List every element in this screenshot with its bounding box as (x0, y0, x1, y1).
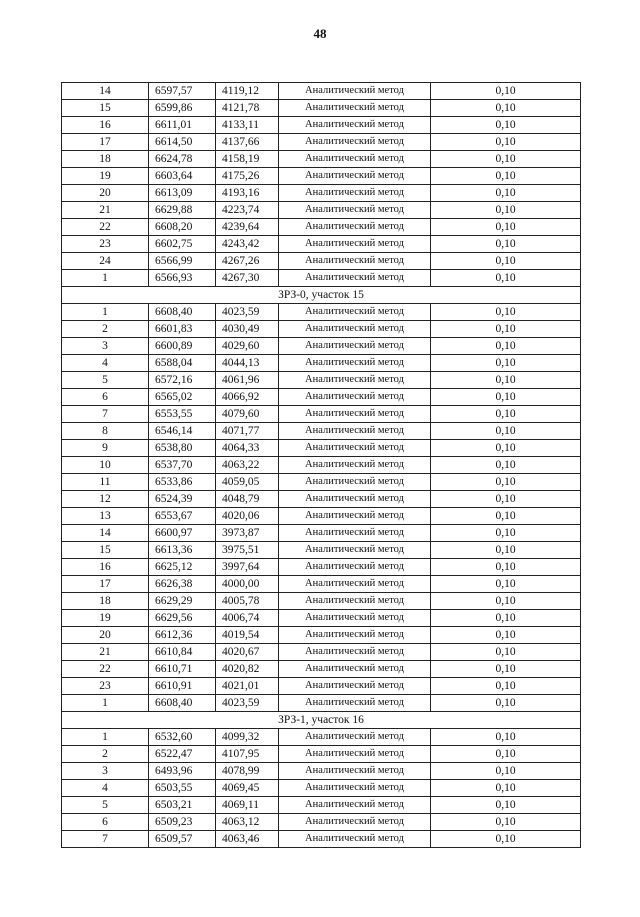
x-coordinate-cell: 6614,50 (149, 134, 216, 151)
accuracy-cell: 0,10 (431, 372, 581, 389)
y-coordinate-cell: 4063,46 (216, 831, 279, 848)
method-cell: Аналитический метод (279, 202, 431, 219)
method-cell: Аналитический метод (279, 780, 431, 797)
method-cell: Аналитический метод (279, 491, 431, 508)
point-number-cell: 24 (62, 253, 149, 270)
method-cell: Аналитический метод (279, 678, 431, 695)
point-number-cell: 15 (62, 100, 149, 117)
point-number-cell: 6 (62, 389, 149, 406)
x-coordinate-cell: 6613,09 (149, 185, 216, 202)
y-coordinate-cell: 4048,79 (216, 491, 279, 508)
x-coordinate-cell: 6613,36 (149, 542, 216, 559)
section-header-row (62, 287, 581, 304)
accuracy-cell: 0,10 (431, 83, 581, 100)
table-row (62, 661, 581, 678)
y-coordinate-cell: 4005,78 (216, 593, 279, 610)
x-coordinate-cell: 6602,75 (149, 236, 216, 253)
point-number-cell: 11 (62, 474, 149, 491)
accuracy-cell: 0,10 (431, 440, 581, 457)
y-coordinate-cell: 4063,12 (216, 814, 279, 831)
table-row (62, 389, 581, 406)
accuracy-cell: 0,10 (431, 508, 581, 525)
method-cell: Аналитический метод (279, 457, 431, 474)
x-coordinate-cell: 6566,99 (149, 253, 216, 270)
y-coordinate-cell: 3997,64 (216, 559, 279, 576)
point-number-cell: 4 (62, 780, 149, 797)
x-coordinate-cell: 6603,64 (149, 168, 216, 185)
table-row (62, 695, 581, 712)
table-row (62, 321, 581, 338)
y-coordinate-cell: 4020,67 (216, 644, 279, 661)
table-row (62, 559, 581, 576)
y-coordinate-cell: 3973,87 (216, 525, 279, 542)
x-coordinate-cell: 6493,96 (149, 763, 216, 780)
accuracy-cell: 0,10 (431, 542, 581, 559)
method-cell: Аналитический метод (279, 559, 431, 576)
point-number-cell: 20 (62, 185, 149, 202)
point-number-cell: 2 (62, 746, 149, 763)
point-number-cell: 18 (62, 593, 149, 610)
table-row (62, 304, 581, 321)
method-cell: Аналитический метод (279, 797, 431, 814)
method-cell: Аналитический метод (279, 508, 431, 525)
point-number-cell: 6 (62, 814, 149, 831)
point-number-cell: 21 (62, 644, 149, 661)
method-cell: Аналитический метод (279, 117, 431, 134)
table-row (62, 236, 581, 253)
accuracy-cell: 0,10 (431, 270, 581, 287)
x-coordinate-cell: 6608,40 (149, 304, 216, 321)
accuracy-cell: 0,10 (431, 627, 581, 644)
point-number-cell: 5 (62, 372, 149, 389)
x-coordinate-cell: 6597,57 (149, 83, 216, 100)
y-coordinate-cell: 4267,26 (216, 253, 279, 270)
accuracy-cell: 0,10 (431, 593, 581, 610)
table-row (62, 831, 581, 848)
method-cell: Аналитический метод (279, 134, 431, 151)
accuracy-cell: 0,10 (431, 610, 581, 627)
point-number-cell: 14 (62, 83, 149, 100)
accuracy-cell: 0,10 (431, 406, 581, 423)
method-cell: Аналитический метод (279, 695, 431, 712)
accuracy-cell: 0,10 (431, 100, 581, 117)
y-coordinate-cell: 4119,12 (216, 83, 279, 100)
y-coordinate-cell: 4121,78 (216, 100, 279, 117)
table-row (62, 491, 581, 508)
y-coordinate-cell: 4107,95 (216, 746, 279, 763)
table-row (62, 185, 581, 202)
page-number: 48 (313, 26, 327, 41)
method-cell: Аналитический метод (279, 627, 431, 644)
x-coordinate-cell: 6532,60 (149, 729, 216, 746)
x-coordinate-cell: 6588,04 (149, 355, 216, 372)
table-row (62, 355, 581, 372)
point-number-cell: 1 (62, 729, 149, 746)
point-number-cell: 15 (62, 542, 149, 559)
method-cell: Аналитический метод (279, 236, 431, 253)
y-coordinate-cell: 4071,77 (216, 423, 279, 440)
table-row (62, 508, 581, 525)
method-cell: Аналитический метод (279, 321, 431, 338)
method-cell: Аналитический метод (279, 746, 431, 763)
y-coordinate-cell: 4099,32 (216, 729, 279, 746)
accuracy-cell: 0,10 (431, 389, 581, 406)
accuracy-cell: 0,10 (431, 797, 581, 814)
table-row (62, 729, 581, 746)
point-number-cell: 5 (62, 797, 149, 814)
point-number-cell: 17 (62, 576, 149, 593)
table-row (62, 610, 581, 627)
accuracy-cell: 0,10 (431, 219, 581, 236)
table-row (62, 440, 581, 457)
accuracy-cell: 0,10 (431, 321, 581, 338)
x-coordinate-cell: 6626,38 (149, 576, 216, 593)
x-coordinate-cell: 6503,55 (149, 780, 216, 797)
table-row (62, 83, 581, 100)
accuracy-cell: 0,10 (431, 168, 581, 185)
table-row (62, 763, 581, 780)
y-coordinate-cell: 4078,99 (216, 763, 279, 780)
x-coordinate-cell: 6566,93 (149, 270, 216, 287)
accuracy-cell: 0,10 (431, 304, 581, 321)
table-row (62, 151, 581, 168)
y-coordinate-cell: 4029,60 (216, 338, 279, 355)
method-cell: Аналитический метод (279, 729, 431, 746)
method-cell: Аналитический метод (279, 304, 431, 321)
point-number-cell: 13 (62, 508, 149, 525)
method-cell: Аналитический метод (279, 372, 431, 389)
point-number-cell: 12 (62, 491, 149, 508)
x-coordinate-cell: 6624,78 (149, 151, 216, 168)
x-coordinate-cell: 6612,36 (149, 627, 216, 644)
x-coordinate-cell: 6601,83 (149, 321, 216, 338)
method-cell: Аналитический метод (279, 168, 431, 185)
y-coordinate-cell: 4069,45 (216, 780, 279, 797)
section-title: ЗРЗ-1, участок 16 (62, 712, 581, 729)
table-row (62, 474, 581, 491)
x-coordinate-cell: 6629,29 (149, 593, 216, 610)
x-coordinate-cell: 6546,14 (149, 423, 216, 440)
x-coordinate-cell: 6509,57 (149, 831, 216, 848)
y-coordinate-cell: 4019,54 (216, 627, 279, 644)
method-cell: Аналитический метод (279, 185, 431, 202)
method-cell: Аналитический метод (279, 576, 431, 593)
point-number-cell: 1 (62, 695, 149, 712)
table-row (62, 134, 581, 151)
point-number-cell: 23 (62, 678, 149, 695)
x-coordinate-cell: 6608,40 (149, 695, 216, 712)
x-coordinate-cell: 6629,88 (149, 202, 216, 219)
point-number-cell: 22 (62, 219, 149, 236)
y-coordinate-cell: 4079,60 (216, 406, 279, 423)
table-row (62, 372, 581, 389)
x-coordinate-cell: 6522,47 (149, 746, 216, 763)
table-row (62, 168, 581, 185)
point-number-cell: 16 (62, 559, 149, 576)
y-coordinate-cell: 4023,59 (216, 304, 279, 321)
x-coordinate-cell: 6608,20 (149, 219, 216, 236)
method-cell: Аналитический метод (279, 525, 431, 542)
x-coordinate-cell: 6610,71 (149, 661, 216, 678)
x-coordinate-cell: 6553,67 (149, 508, 216, 525)
accuracy-cell: 0,10 (431, 695, 581, 712)
accuracy-cell: 0,10 (431, 202, 581, 219)
method-cell: Аналитический метод (279, 440, 431, 457)
point-number-cell: 20 (62, 627, 149, 644)
method-cell: Аналитический метод (279, 763, 431, 780)
point-number-cell: 7 (62, 406, 149, 423)
x-coordinate-cell: 6553,55 (149, 406, 216, 423)
point-number-cell: 18 (62, 151, 149, 168)
point-number-cell: 17 (62, 134, 149, 151)
y-coordinate-cell: 4020,82 (216, 661, 279, 678)
point-number-cell: 10 (62, 457, 149, 474)
point-number-cell: 1 (62, 304, 149, 321)
accuracy-cell: 0,10 (431, 814, 581, 831)
y-coordinate-cell: 4021,01 (216, 678, 279, 695)
table-row (62, 270, 581, 287)
table-row (62, 100, 581, 117)
table-row (62, 644, 581, 661)
table-row (62, 627, 581, 644)
table-row (62, 117, 581, 134)
x-coordinate-cell: 6611,01 (149, 117, 216, 134)
table-row (62, 780, 581, 797)
method-cell: Аналитический метод (279, 610, 431, 627)
y-coordinate-cell: 4030,49 (216, 321, 279, 338)
method-cell: Аналитический метод (279, 644, 431, 661)
point-number-cell: 19 (62, 610, 149, 627)
point-number-cell: 2 (62, 321, 149, 338)
accuracy-cell: 0,10 (431, 185, 581, 202)
accuracy-cell: 0,10 (431, 559, 581, 576)
y-coordinate-cell: 3975,51 (216, 542, 279, 559)
method-cell: Аналитический метод (279, 542, 431, 559)
point-number-cell: 22 (62, 661, 149, 678)
y-coordinate-cell: 4064,33 (216, 440, 279, 457)
method-cell: Аналитический метод (279, 219, 431, 236)
method-cell: Аналитический метод (279, 83, 431, 100)
y-coordinate-cell: 4044,13 (216, 355, 279, 372)
coordinates-table-body (62, 83, 581, 848)
method-cell: Аналитический метод (279, 814, 431, 831)
accuracy-cell: 0,10 (431, 576, 581, 593)
table-row (62, 202, 581, 219)
x-coordinate-cell: 6524,39 (149, 491, 216, 508)
y-coordinate-cell: 4243,42 (216, 236, 279, 253)
y-coordinate-cell: 4063,22 (216, 457, 279, 474)
table-row (62, 338, 581, 355)
y-coordinate-cell: 4066,92 (216, 389, 279, 406)
accuracy-cell: 0,10 (431, 678, 581, 695)
table-row (62, 576, 581, 593)
accuracy-cell: 0,10 (431, 355, 581, 372)
table-row (62, 542, 581, 559)
point-number-cell: 21 (62, 202, 149, 219)
point-number-cell: 16 (62, 117, 149, 134)
x-coordinate-cell: 6503,21 (149, 797, 216, 814)
x-coordinate-cell: 6610,84 (149, 644, 216, 661)
y-coordinate-cell: 4061,96 (216, 372, 279, 389)
y-coordinate-cell: 4158,19 (216, 151, 279, 168)
y-coordinate-cell: 4133,11 (216, 117, 279, 134)
table-row (62, 678, 581, 695)
table-row (62, 525, 581, 542)
table-row (62, 746, 581, 763)
table-row (62, 423, 581, 440)
y-coordinate-cell: 4239,64 (216, 219, 279, 236)
accuracy-cell: 0,10 (431, 236, 581, 253)
method-cell: Аналитический метод (279, 831, 431, 848)
accuracy-cell: 0,10 (431, 423, 581, 440)
x-coordinate-cell: 6629,56 (149, 610, 216, 627)
table-row (62, 593, 581, 610)
method-cell: Аналитический метод (279, 661, 431, 678)
point-number-cell: 4 (62, 355, 149, 372)
accuracy-cell: 0,10 (431, 117, 581, 134)
y-coordinate-cell: 4193,16 (216, 185, 279, 202)
y-coordinate-cell: 4023,59 (216, 695, 279, 712)
accuracy-cell: 0,10 (431, 253, 581, 270)
method-cell: Аналитический метод (279, 423, 431, 440)
point-number-cell: 3 (62, 763, 149, 780)
section-title: ЗРЗ-0, участок 15 (62, 287, 581, 304)
method-cell: Аналитический метод (279, 338, 431, 355)
table-row (62, 814, 581, 831)
accuracy-cell: 0,10 (431, 780, 581, 797)
point-number-cell: 19 (62, 168, 149, 185)
method-cell: Аналитический метод (279, 270, 431, 287)
x-coordinate-cell: 6572,16 (149, 372, 216, 389)
y-coordinate-cell: 4137,66 (216, 134, 279, 151)
method-cell: Аналитический метод (279, 100, 431, 117)
x-coordinate-cell: 6600,97 (149, 525, 216, 542)
y-coordinate-cell: 4059,05 (216, 474, 279, 491)
method-cell: Аналитический метод (279, 474, 431, 491)
x-coordinate-cell: 6533,86 (149, 474, 216, 491)
accuracy-cell: 0,10 (431, 151, 581, 168)
table-row (62, 253, 581, 270)
accuracy-cell: 0,10 (431, 661, 581, 678)
y-coordinate-cell: 4006,74 (216, 610, 279, 627)
accuracy-cell: 0,10 (431, 457, 581, 474)
table-row (62, 406, 581, 423)
point-number-cell: 23 (62, 236, 149, 253)
table-row (62, 797, 581, 814)
point-number-cell: 7 (62, 831, 149, 848)
method-cell: Аналитический метод (279, 151, 431, 168)
x-coordinate-cell: 6610,91 (149, 678, 216, 695)
y-coordinate-cell: 4020,06 (216, 508, 279, 525)
x-coordinate-cell: 6565,02 (149, 389, 216, 406)
x-coordinate-cell: 6599,86 (149, 100, 216, 117)
point-number-cell: 14 (62, 525, 149, 542)
point-number-cell: 1 (62, 270, 149, 287)
accuracy-cell: 0,10 (431, 746, 581, 763)
method-cell: Аналитический метод (279, 593, 431, 610)
method-cell: Аналитический метод (279, 253, 431, 270)
coordinates-table (61, 82, 581, 848)
accuracy-cell: 0,10 (431, 474, 581, 491)
x-coordinate-cell: 6625,12 (149, 559, 216, 576)
accuracy-cell: 0,10 (431, 491, 581, 508)
point-number-cell: 3 (62, 338, 149, 355)
method-cell: Аналитический метод (279, 355, 431, 372)
accuracy-cell: 0,10 (431, 525, 581, 542)
x-coordinate-cell: 6538,80 (149, 440, 216, 457)
y-coordinate-cell: 4223,74 (216, 202, 279, 219)
method-cell: Аналитический метод (279, 406, 431, 423)
accuracy-cell: 0,10 (431, 134, 581, 151)
section-header-row (62, 712, 581, 729)
accuracy-cell: 0,10 (431, 338, 581, 355)
y-coordinate-cell: 4267,30 (216, 270, 279, 287)
table-row (62, 457, 581, 474)
x-coordinate-cell: 6537,70 (149, 457, 216, 474)
table-row (62, 219, 581, 236)
x-coordinate-cell: 6509,23 (149, 814, 216, 831)
point-number-cell: 9 (62, 440, 149, 457)
method-cell: Аналитический метод (279, 389, 431, 406)
accuracy-cell: 0,10 (431, 831, 581, 848)
point-number-cell: 8 (62, 423, 149, 440)
x-coordinate-cell: 6600,89 (149, 338, 216, 355)
accuracy-cell: 0,10 (431, 729, 581, 746)
accuracy-cell: 0,10 (431, 644, 581, 661)
y-coordinate-cell: 4069,11 (216, 797, 279, 814)
y-coordinate-cell: 4000,00 (216, 576, 279, 593)
y-coordinate-cell: 4175,26 (216, 168, 279, 185)
accuracy-cell: 0,10 (431, 763, 581, 780)
